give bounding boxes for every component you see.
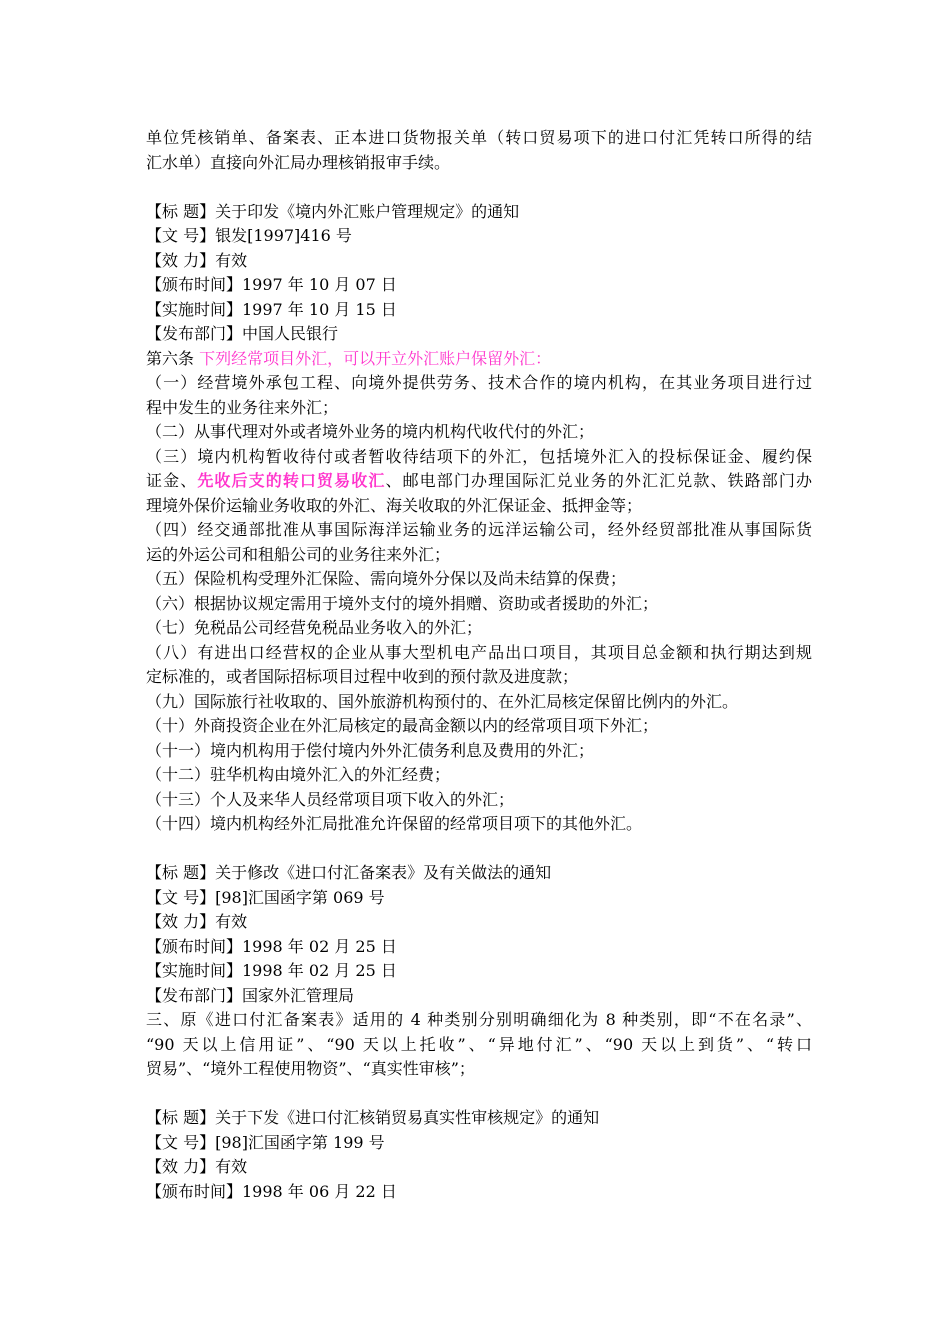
doc2-body-line: 贸易”、“境外工程使用物资”、“真实性审核”；: [146, 1059, 475, 1078]
list-item: （六）根据协议规定需用于境外支付的境外捐赠、资助或者援助的外汇；: [146, 593, 659, 613]
list-item: （十一）境内机构用于偿付境内外外汇债务利息及费用的外汇；: [146, 740, 595, 760]
doc1-number: 【文 号】银发[1997]416 号: [146, 226, 352, 245]
list-item: （四）经交通部批准从事国际海洋运输业务的远洋运输公司，经外经贸部批准从事国际货: [146, 520, 812, 539]
doc2-issue-date: 【颁布时间】1998 年 02 月 25 日: [146, 936, 397, 956]
doc1-department: 【发布部门】中国人民银行: [146, 324, 339, 343]
doc3-validity: 【效 力】有效: [146, 1157, 248, 1176]
doc2-number: 【文 号】[98]汇国函字第 069 号: [146, 887, 385, 907]
list-item: （九）国际旅行社收取的、国外旅游机构预付的、在外汇局核定保留比例内的外汇。: [146, 691, 739, 711]
list-item: （二）从事代理对外或者境外业务的境内机构代收代付的外汇；: [146, 422, 595, 441]
doc2-body-line: 三、原《进口付汇备案表》适用的 4 种类别分别明确细化为 8 种类别，即“不在名录”、: [146, 1010, 812, 1029]
doc2-effective-date: 【实施时间】1998 年 02 月 25 日: [146, 961, 397, 980]
intro-line: 汇水单）直接向外汇局办理核销报审手续。: [146, 152, 451, 172]
doc3-title: 【标 题】关于下发《进口付汇核销贸易真实性审核规定》的通知: [146, 1108, 600, 1127]
doc1-article-heading: [146, 347, 812, 372]
item3-pre: 证金、: [146, 471, 198, 490]
list-item: 理境外保价运输业务收取的外汇、海关收取的外汇保证金、抵押金等；: [146, 495, 643, 515]
doc1-validity: 【效 力】有效: [146, 250, 248, 270]
list-item: 程中发生的业务往来外汇；: [146, 397, 339, 417]
article-text: 下列经常项目外汇，可以开立外汇账户保留外汇：: [199, 348, 552, 368]
list-item: 运的外运公司和租船公司的业务往来外汇；: [146, 544, 451, 564]
item3-post: 、邮电部门办理国际汇兑业务的外汇汇兑款、铁路部门办: [385, 471, 812, 490]
list-item: （八）有进出口经营权的企业从事大型机电产品出口项目，其项目总金额和执行期达到规: [146, 642, 812, 662]
list-item: （十四）境内机构经外汇局批准允许保留的经常项目项下的其他外汇。: [146, 814, 643, 833]
doc2-body-line: “90 天以上信用证”、“90 天以上托收”、“异地付汇”、“90 天以上到货”、“转口: [146, 1034, 812, 1054]
article-label: 第六条: [146, 348, 200, 368]
list-item: （十二）驻华机构由境外汇入的外汇经费；: [146, 765, 451, 784]
doc3-number: 【文 号】[98]汇国函字第 199 号: [146, 1132, 385, 1152]
doc2-validity: 【效 力】有效: [146, 912, 248, 931]
list-item: （五）保险机构受理外汇保险、需向境外分保以及尚未结算的保费；: [146, 569, 627, 588]
list-item: （十三）个人及来华人员经常项目项下收入的外汇；: [146, 789, 515, 809]
doc1-title: 【标 题】关于印发《境内外汇账户管理规定》的通知: [146, 201, 520, 221]
doc2-title: 【标 题】关于修改《进口付汇备案表》及有关做法的通知: [146, 863, 552, 882]
document-body: [146, 126, 812, 1204]
list-item: 定标准的，或者国际招标项目过程中收到的预付款及进度款；: [146, 667, 579, 686]
doc1-effective-date: 【实施时间】1997 年 10 月 15 日: [146, 299, 397, 319]
highlighted-text: 先收后支的转口贸易收汇: [197, 471, 386, 490]
intro-line: 单位凭核销单、备案表、正本进口货物报关单（转口贸易项下的进口付汇凭转口所得的结: [146, 128, 812, 147]
doc1-issue-date: 【颁布时间】1997 年 10 月 07 日: [146, 275, 397, 294]
list-item: （三）境内机构暂收待付或者暂收待结项下的外汇，包括境外汇入的投标保证金、履约保: [146, 446, 812, 466]
list-item: （七）免税品公司经营免税品业务收入的外汇；: [146, 618, 483, 637]
doc3-issue-date: 【颁布时间】1998 年 06 月 22 日: [146, 1181, 397, 1201]
doc2-department: 【发布部门】国家外汇管理局: [146, 985, 355, 1005]
list-item: （十）外商投资企业在外汇局核定的最高金额以内的经常项目项下外汇；: [146, 716, 659, 735]
list-item-highlight-line: [146, 469, 812, 494]
list-item: （一）经营境外承包工程、向境外提供劳务、技术合作的境内机构，在其业务项目进行过: [146, 373, 812, 392]
